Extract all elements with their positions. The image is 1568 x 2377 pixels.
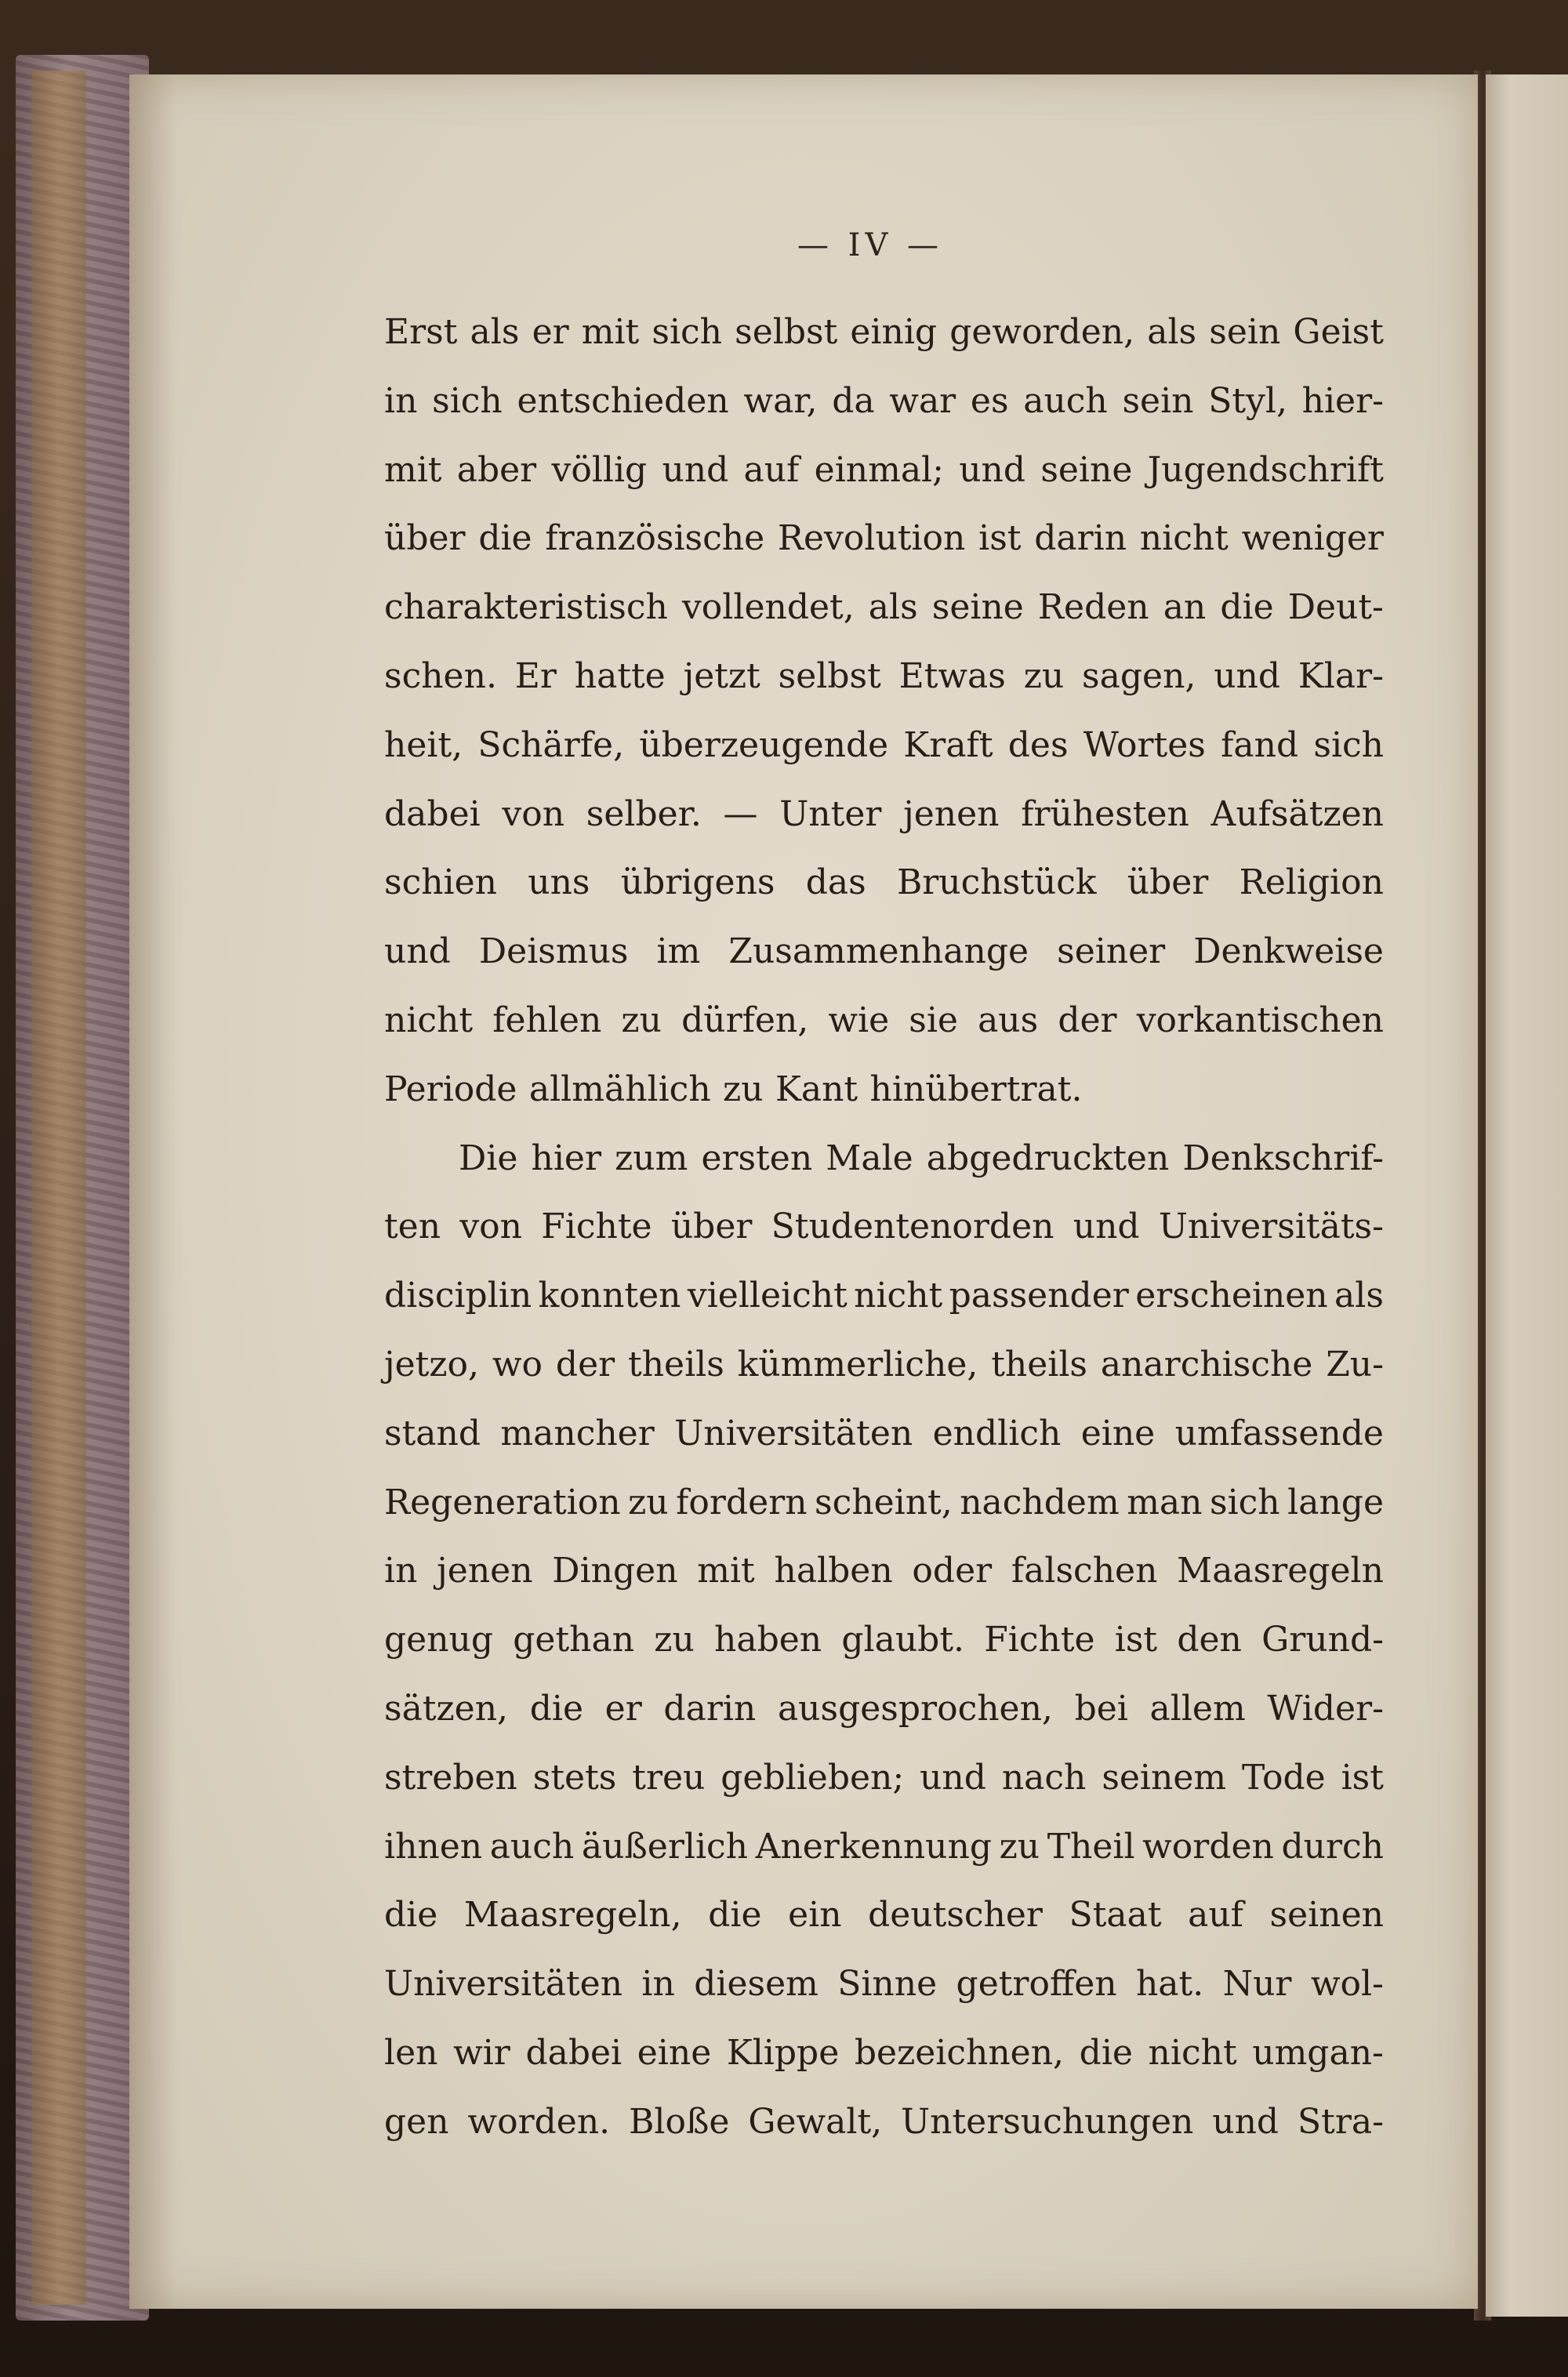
text-line: nicht fehlen zu dürfen, wie sie aus der vorkantischen — [384, 1000, 1384, 1040]
text-line: heit, Schärfe, überzeugende Kraft des Wortes fand sich — [384, 724, 1384, 765]
page-body-text — [384, 298, 1384, 2157]
text-line: die Maasregeln, die ein deutscher Staat auf seinen — [384, 1895, 1384, 1936]
text-line: ihnen auch äußerlich Anerkennung zu Theil worden durch — [384, 1826, 1384, 1867]
text-line: gen worden. Bloße Gewalt, Untersuchungen und Stra- — [384, 2101, 1384, 2142]
text-line: über die französische Revolution ist darin nicht weniger — [384, 518, 1384, 559]
text-line: Erst als er mit sich selbst einig geworden, als sein Geist — [384, 312, 1384, 352]
text-line: Die hier zum ersten Male abgedruckten Denkschrif- — [459, 1138, 1384, 1178]
text-line: schien uns übrigens das Bruchstück über Religion — [384, 862, 1384, 903]
paragraph — [384, 1124, 1384, 2157]
text-line: sätzen, die er darin ausgesprochen, bei allem Wider- — [384, 1688, 1384, 1729]
text-line: jetzo, wo der theils kümmerliche, theils anarchische Zu- — [384, 1344, 1384, 1384]
text-line: ten von Fichte über Studentenorden und Universitäts- — [384, 1207, 1384, 1247]
page-inner-shadow — [129, 74, 176, 2309]
cover-worn-edge — [31, 71, 86, 2305]
text-line: dabei von selber. — Unter jenen frühesten Aufsätzen — [384, 793, 1384, 834]
text-line: in jenen Dingen mit halben oder falschen Maasregeln — [384, 1551, 1384, 1591]
text-line: charakteristisch vollendet, als seine Reden an die Deut- — [384, 587, 1384, 628]
facing-page-edge — [1486, 74, 1568, 2317]
text-line: in sich entschieden war, da war es auch sein Styl, hier- — [384, 380, 1384, 421]
text-line: len wir dabei eine Klippe bezeichnen, die nicht umgan- — [384, 2032, 1384, 2073]
paragraph — [384, 298, 1384, 1124]
text-line: Universitäten in diesem Sinne getroffen hat. Nur wol- — [384, 1964, 1384, 2005]
text-line: Regeneration zu fordern scheint, nachdem man sich lange — [384, 1482, 1384, 1522]
text-line: genug gethan zu haben glaubt. Fichte ist den Grund- — [384, 1620, 1384, 1660]
text-line: disciplin konnten vielleicht nicht passender erscheinen als — [384, 1276, 1384, 1316]
text-line: und Deismus im Zusammenhange seiner Denkweise — [384, 931, 1384, 972]
text-line: streben stets treu geblieben; und nach seinem Tode ist — [384, 1757, 1384, 1798]
text-line: mit aber völlig und auf einmal; und seine Jugendschrift — [384, 449, 1384, 490]
text-line: Periode allmählich zu Kant hinübertrat. — [384, 1069, 1083, 1109]
text-line: stand mancher Universitäten endlich eine umfassende — [384, 1413, 1384, 1453]
page-number-header: — IV — — [797, 227, 944, 263]
text-line: schen. Er hatte jetzt selbst Etwas zu sagen, und Klar- — [384, 655, 1384, 696]
